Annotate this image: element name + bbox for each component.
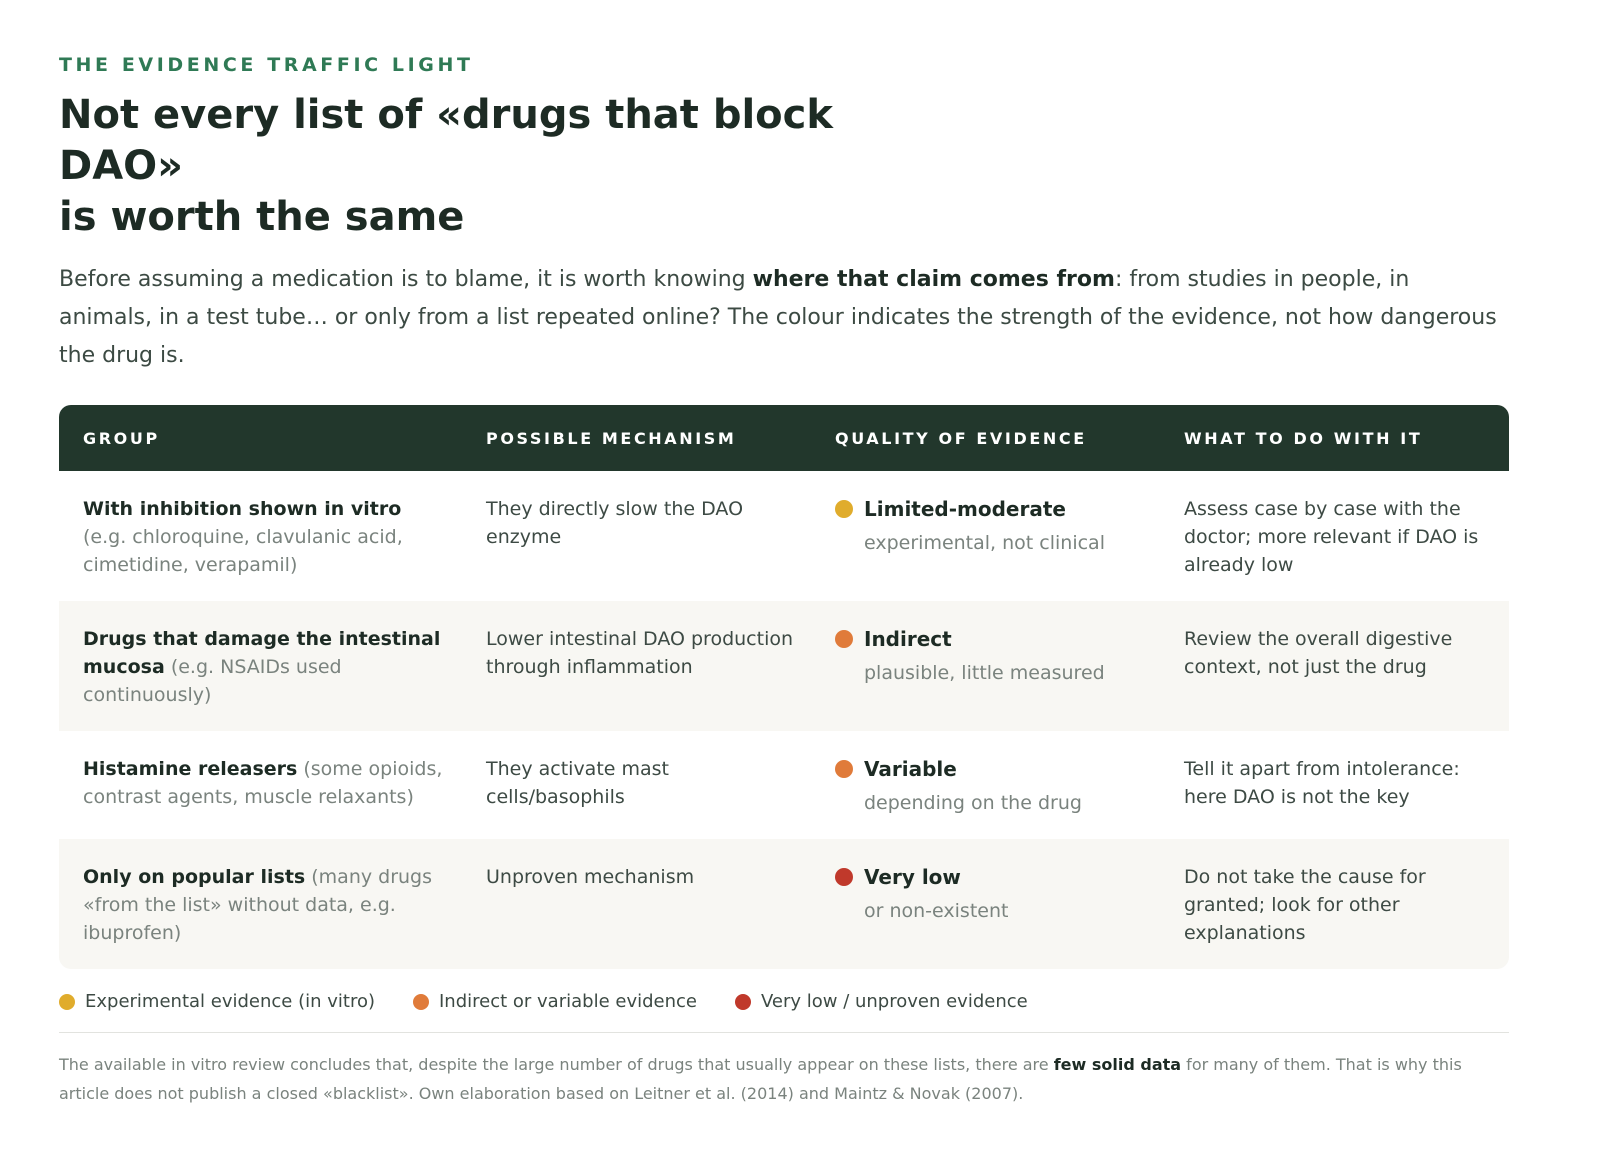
quality-label: Very low [864, 865, 961, 889]
legend-item [59, 991, 375, 1012]
group-name: Drugs that damage the intestinal mucosa [83, 628, 441, 678]
orange-dot-icon [835, 630, 853, 648]
legend-label: Very low / unproven evidence [760, 991, 1028, 1012]
orange-dot-icon [835, 760, 853, 778]
column-header-mechanism: POSSIBLE MECHANISM [486, 428, 737, 448]
intro-emphasis: where that claim comes from [752, 267, 1115, 292]
group-name: With inhibition shown in vitro [83, 498, 402, 520]
footnote-text-1: The available in vitro review concludes that, despite the large number of drugs that usually appear on these lists, there are [59, 1055, 1054, 1074]
red-dot-icon [835, 868, 853, 886]
quality-label: Limited-moderate [864, 497, 1066, 521]
column-header-group: GROUP [83, 428, 160, 448]
page-title [59, 90, 959, 243]
group-cell [59, 495, 462, 579]
legend-label: Experimental evidence (in vitro) [85, 991, 375, 1012]
group-cell [59, 755, 462, 817]
quality-cell [811, 863, 1160, 947]
quality-note: depending on the drug [864, 792, 1082, 814]
quality-label: Variable [864, 757, 957, 781]
action-cell: Do not take the cause for granted; look for other explanations [1184, 866, 1426, 944]
legend [59, 991, 1509, 1012]
legend-label: Indirect or variable evidence [439, 991, 697, 1012]
group-examples: (many drugs «from the list» without data, e.g. ibuprofen) [83, 866, 433, 944]
group-name: Only on popular lists [83, 866, 306, 888]
quality-note: or non-existent [864, 900, 1009, 922]
action-cell: Review the overall digestive context, not just the drug [1184, 628, 1453, 678]
column-header-quality: QUALITY OF EVIDENCE [835, 428, 1087, 448]
table-row [59, 601, 1509, 731]
intro-text-2: : from studies in people, in animals, in a test tube… or only from a list repeated online? The colour indicates the strength of the evidence, not how dangerous the drug is. [59, 267, 1497, 368]
quality-note: experimental, not clinical [864, 532, 1105, 554]
footnote-text-2: for many of them. That is why this article does not publish a closed «blacklist». Own elaboration based on Leitner et al. (2014) and Maintz & Novak (2007). [59, 1055, 1462, 1103]
column-header-action: WHAT TO DO WITH IT [1184, 428, 1423, 448]
legend-item [735, 991, 1028, 1012]
table-row [59, 471, 1509, 601]
table-row [59, 731, 1509, 839]
intro-paragraph [59, 261, 1509, 375]
evidence-card [59, 54, 1509, 1124]
quality-cell [811, 625, 1160, 709]
divider [59, 1032, 1509, 1033]
group-examples: (some opioids, contrast agents, muscle relaxants) [83, 758, 443, 808]
table-header [59, 405, 1509, 471]
mechanism-cell: They activate mast cells/basophils [486, 758, 670, 808]
legend-item [413, 991, 697, 1012]
group-cell [59, 625, 462, 709]
group-cell [59, 863, 462, 947]
red-dot-icon [735, 994, 751, 1010]
title-line-2: is worth the same [59, 194, 465, 240]
group-examples: (e.g. chloroquine, clavulanic acid, cimetidine, verapamil) [83, 526, 403, 576]
eyebrow-label: THE EVIDENCE TRAFFIC LIGHT [59, 54, 474, 76]
action-cell: Tell it apart from intolerance: here DAO is not the key [1184, 758, 1460, 808]
table-row [59, 839, 1509, 969]
footnote-emphasis: few solid data [1053, 1055, 1182, 1074]
mechanism-cell: Unproven mechanism [486, 866, 695, 888]
quality-cell [811, 495, 1160, 579]
evidence-table [59, 405, 1509, 969]
yellow-dot-icon [59, 994, 75, 1010]
group-examples: (e.g. NSAIDs used continuously) [83, 656, 342, 706]
mechanism-cell: Lower intestinal DAO production through inflammation [486, 628, 794, 678]
quality-label: Indirect [864, 627, 952, 651]
quality-cell [811, 755, 1160, 817]
group-name: Histamine releasers [83, 758, 298, 780]
action-cell: Assess case by case with the doctor; more relevant if DAO is already low [1184, 498, 1479, 576]
footnote [59, 1050, 1499, 1108]
intro-text-1: Before assuming a medication is to blame, it is worth knowing [59, 267, 753, 292]
mechanism-cell: They directly slow the DAO enzyme [486, 498, 744, 548]
quality-note: plausible, little measured [864, 662, 1105, 684]
yellow-dot-icon [835, 500, 853, 518]
orange-dot-icon [413, 994, 429, 1010]
title-line-1: Not every list of «drugs that block DAO» [59, 92, 833, 189]
